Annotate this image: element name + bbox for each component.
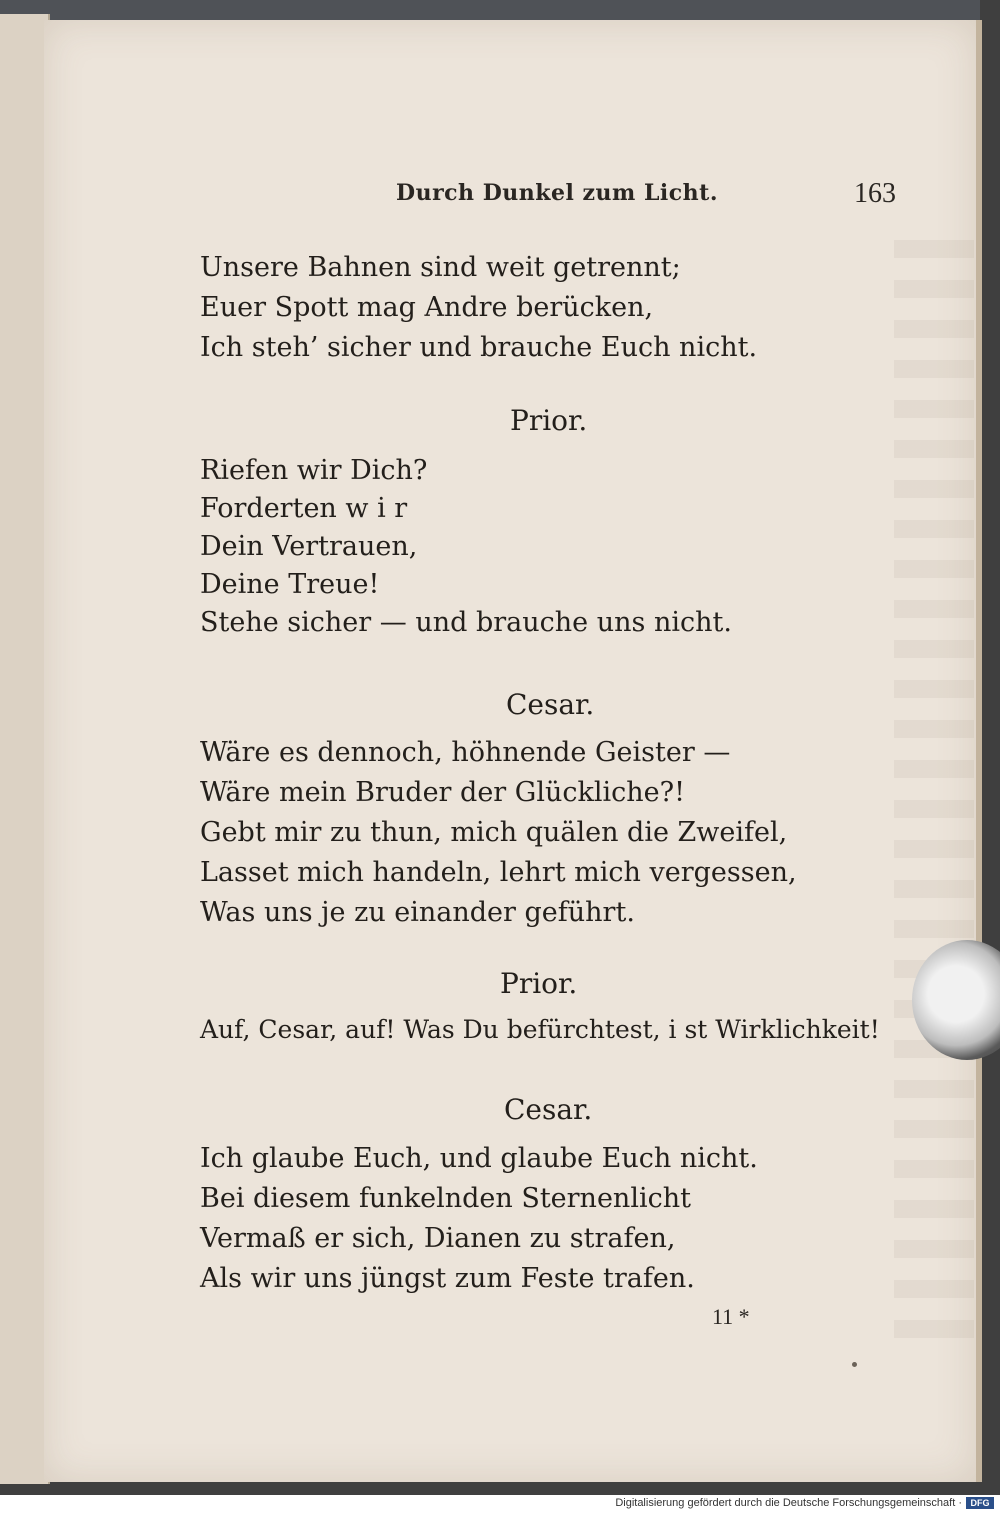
verse-line: Forderten w i r: [200, 493, 408, 524]
verse-line: Wäre mein Bruder der Glückliche?!: [200, 777, 685, 808]
verse-line: Was uns je zu einander geführt.: [200, 897, 635, 928]
verse-line: Dein Vertrauen,: [200, 531, 418, 562]
dfg-logo-icon: DFG: [966, 1497, 994, 1509]
paper-speck: [852, 1362, 857, 1367]
show-through-text: [894, 240, 974, 1340]
verse-line: Ich glaube Euch, und glaube Euch nicht.: [200, 1143, 758, 1174]
verse-line: Auf, Cesar, auf! Was Du befürchtest, i st Wirklichkeit!: [200, 1015, 880, 1044]
page-number: 163: [854, 178, 896, 209]
verse-line: Riefen wir Dich?: [200, 455, 428, 486]
speaker-heading: Cesar.: [506, 688, 595, 721]
signature-mark: 11 *: [712, 1304, 750, 1329]
verse-line: Bei diesem funkelnden Sternenlicht: [200, 1183, 691, 1214]
speaker-heading: Prior.: [510, 404, 588, 437]
funding-credit: Digitalisierung gefördert durch die Deutsche Forschungsgemeinschaft ·: [615, 1497, 962, 1509]
verse-line: Vermaß er sich, Dianen zu strafen,: [200, 1223, 676, 1254]
verse-line: Als wir uns jüngst zum Feste trafen.: [200, 1263, 695, 1294]
verse-line: Deine Treue!: [200, 569, 380, 600]
verse-line: Unsere Bahnen sind weit getrennt;: [200, 252, 681, 283]
verse-line: Wäre es dennoch, höhnende Geister —: [200, 737, 731, 768]
verse-line: Gebt mir zu thun, mich quälen die Zweifel,: [200, 817, 788, 848]
verse-line: Lasset mich handeln, lehrt mich vergessen,: [200, 857, 797, 888]
verse-line: Stehe sicher — und brauche uns nicht.: [200, 607, 732, 638]
speaker-heading: Prior.: [500, 967, 578, 1000]
speaker-heading: Cesar.: [504, 1093, 593, 1126]
book-cover-left-edge: [0, 14, 50, 1484]
running-header: Durch Dunkel zum Licht.: [396, 180, 719, 206]
verse-line: Euer Spott mag Andre berücken,: [200, 292, 654, 323]
verse-line: Ich steh’ sicher und brauche Euch nicht.: [200, 332, 758, 363]
